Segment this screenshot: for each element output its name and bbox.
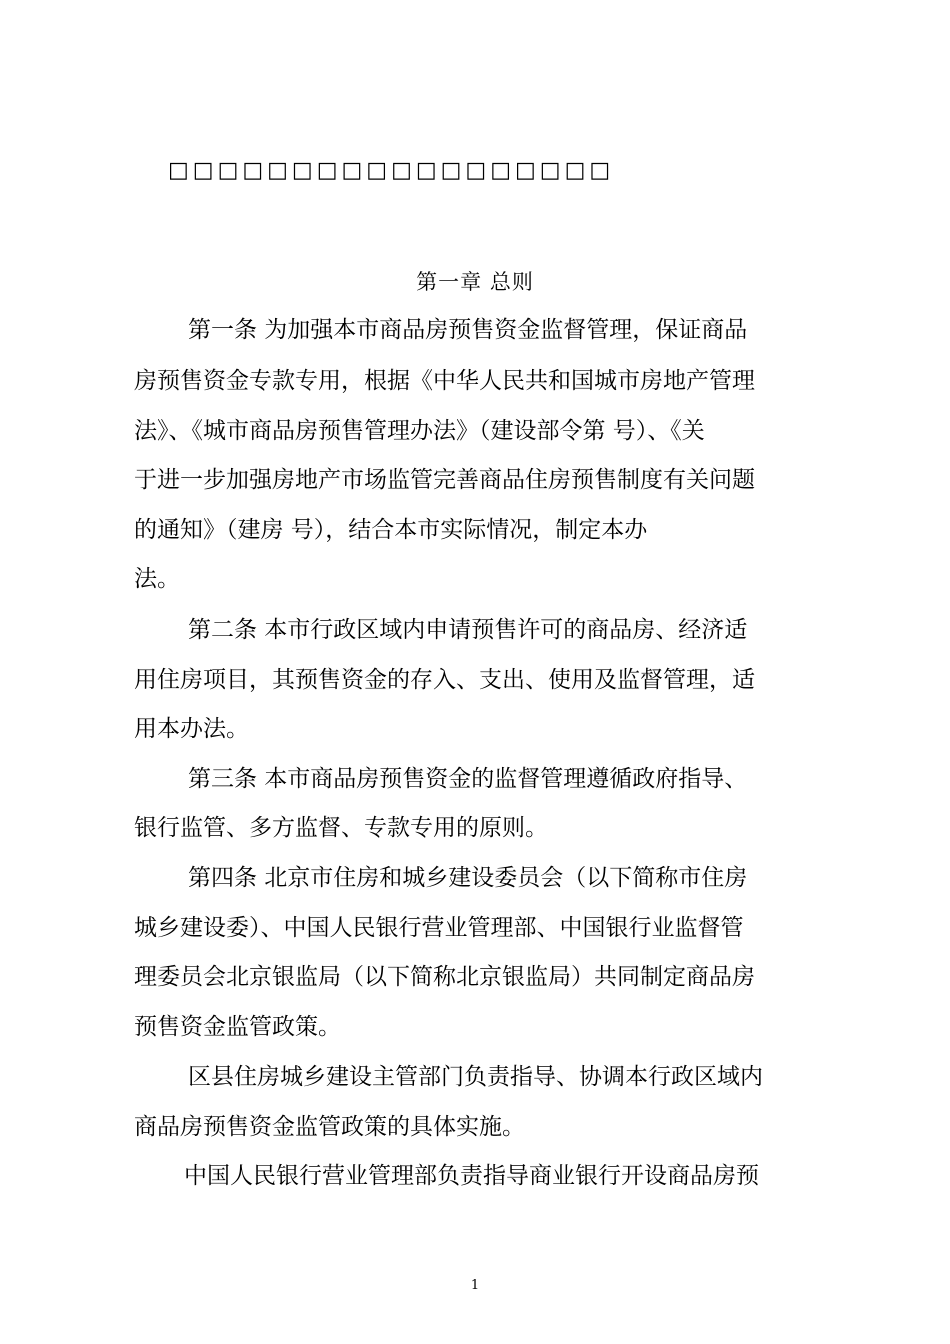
paragraph-line: 的通知》（建房 号），结合本市实际情况，制定本办	[134, 517, 648, 543]
paragraph-line: 法。	[134, 566, 180, 592]
paragraph-line: 房预售资金专款专用，根据《中华人民共和国城市房地产管理	[134, 368, 755, 394]
paragraph-line: 用本办法。	[134, 716, 249, 742]
paragraph-line: 第二条 本市行政区域内申请预售许可的商品房、经济适	[188, 617, 748, 643]
paragraph-line: 区县住房城乡建设主管部门负责指导、协调本行政区域内	[188, 1064, 763, 1090]
paragraph-line: 理委员会北京银监局（以下简称北京银监局）共同制定商品房	[134, 964, 755, 990]
paragraph-line: 预售资金监管政策。	[134, 1014, 341, 1040]
paragraph-line: 第一条 为加强本市商品房预售资金监督管理，保证商品	[188, 317, 748, 343]
paragraph-line: 中国人民银行营业管理部负责指导商业银行开设商品房预	[184, 1163, 759, 1189]
paragraph-line: 商品房预售资金监管政策的具体实施。	[134, 1114, 525, 1140]
paragraph-line: 用住房项目，其预售资金的存入、支出、使用及监督管理，适	[134, 667, 755, 693]
paragraph-line: 银行监管、多方监督、专款专用的原则。	[134, 815, 548, 841]
paragraph-line: 第四条 北京市住房和城乡建设委员会（以下简称市住房	[188, 865, 748, 891]
document-title: □□□□□□□□□□□□□□□□□□	[168, 158, 615, 183]
paragraph-line: 城乡建设委）、中国人民银行营业管理部、中国银行业监督管	[134, 915, 744, 941]
paragraph-line: 第三条 本市商品房预售资金的监督管理遵循政府指导、	[188, 766, 748, 792]
page-number: 1	[470, 1278, 480, 1293]
paragraph-line: 于进一步加强房地产市场监管完善商品住房预售制度有关问题	[134, 467, 755, 493]
chapter-heading: 第一章 总则	[416, 270, 534, 294]
paragraph-line: 法》、《城市商品房预售管理办法》（建设部令第 号）、《关	[134, 418, 705, 444]
